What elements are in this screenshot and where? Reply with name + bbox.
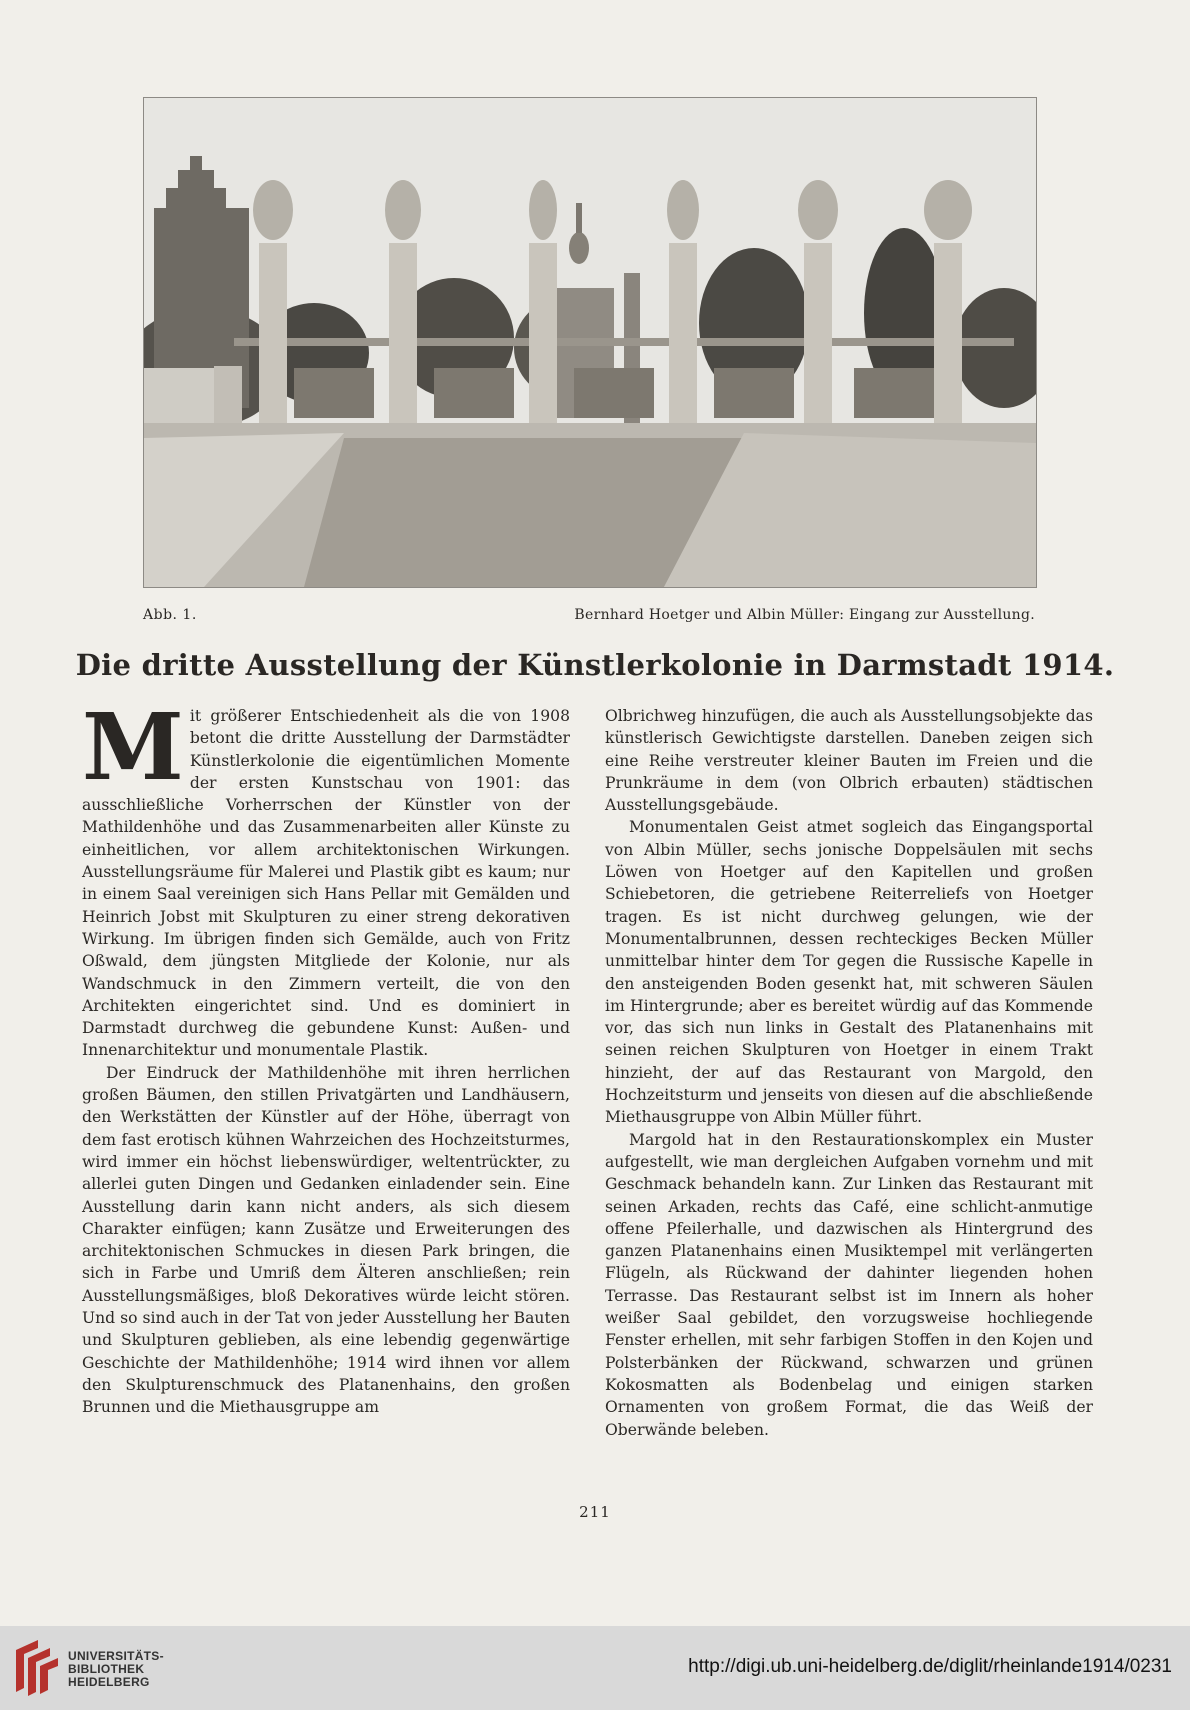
paragraph: Margold hat in den Restaurationskomplex ein Muster aufgestellt, wie man dergleichen Aufgaben vornehm und mit Geschmack behandeln kann. Zur Linken das Restaurant mit seinen Arkaden, rechts das Café, eine schlicht-anmutige offene Pfeilerhalle, und dazwischen als Hintergrund des ganzen Platanenhains einen Musiktempel mit verlängerten Flügeln, als Rückwand der dahinter liegenden hohen Terrasse. Das Restaurant selbst ist im Innern als hoher weißer Saal gebildet, den vorzugsweise hochliegende Fenster erhellen, mit sehr farbigen Stoffen in den Kojen und Polsterbänken der Rückwand, schwarzen und grünen Kokosmatten als Bodenbelag und einigen starken Ornamenten von großem Format, die das Weiß der Oberwände beleben. xyxy=(605,1130,1093,1439)
article-title: Die dritte Ausstellung der Künstlerkolonie in Darmstadt 1914. xyxy=(75,648,1115,682)
library-footer xyxy=(0,1626,1190,1710)
photo-illustration-icon xyxy=(144,98,1036,587)
library-name-line: UNIVERSITÄTS- xyxy=(68,1649,164,1663)
paragraph: Monumentalen Geist atmet sogleich das Eingangsportal von Albin Müller, sechs jonische Doppelsäulen mit sechs Löwen von Hoetger auf den Kapitellen und großen Schiebetoren, die getriebene Reiterreliefs von Hoetger tragen. Es ist nicht durchweg gelungen, wie der Monumentalbrunnen, dessen rechteckiges Becken Müller unmittelbar hinter dem Tor gegen die Russische Kapelle in den ansteigenden Boden gesenkt hat, mit schweren Säulen im Hintergrunde; aber es bereitet würdig auf das Kommende vor, das sich nun links in Gestalt des Platanenhains mit seinen reichen Skulpturen von Hoetger in einem Trakt hinzieht, der auf das Restaurant von Margold, den Hochzeitsturm und jenseits von diesen auf die abschließende Miethausgruppe von Albin Müller führt. xyxy=(605,818,1093,1127)
text-column-left xyxy=(82,693,570,1419)
figure-number: Abb. 1. xyxy=(143,607,197,623)
library-name xyxy=(68,1650,164,1689)
library-name-line: HEIDELBERG xyxy=(68,1675,150,1689)
paragraph: Der Eindruck der Mathildenhöhe mit ihren herrlichen großen Bäumen, den stillen Privatgärten und Landhäusern, den Werkstätten der Künstler auf der Höhe, überragt von dem fast erotisch kühnen Wahrzeichen des Hochzeitsturmes, wird immer ein höchst liebenswürdiger, weltentrückter, zu allerlei guten Dingen und Gedanken einladender sein. Eine Ausstellung darin kann nicht anders, als sich diesem Charakter einfügen; kann Zusätze und Erweiterungen des architektonischen Schmuckes in diesen Park bringen, die sich in Farbe und Umriß dem Älteren anschließen; rein Ausstellungsmäßiges, bloß Dekoratives würde leicht stören. Und so sind auch in der Tat von jeder Ausstellung her Bauten und Skulpturen geblieben, als eine lebendig gegenwärtige Geschichte der Mathildenhöhe; 1914 wird ihnen vor allem den Skulpturenschmuck des Platanenhains, den großen Brunnen und die Miethausgruppe am xyxy=(82,1063,570,1417)
page-number: 211 xyxy=(579,1503,611,1521)
paragraph xyxy=(82,693,570,1062)
library-name-line: BIBLIOTHEK xyxy=(68,1662,145,1676)
paragraph: Olbrichweg hinzufügen, die auch als Ausstellungsobjekte das künstlerisch Gewichtigste darstellen. Daneben zeigen sich eine Reihe verstreuter kleiner Bauten im Freien und die Prunkräume in dem (von Olbrich erbauten) städtischen Ausstellungsgebäude. xyxy=(605,707,1093,815)
figure-caption: Bernhard Hoetger und Albin Müller: Eingang zur Ausstellung. xyxy=(574,607,1035,623)
drop-cap: M xyxy=(82,693,184,801)
text-column-right xyxy=(605,705,1093,1441)
digital-library-link[interactable]: http://digi.ub.uni-heidelberg.de/diglit/rheinlande1914/0231 xyxy=(688,1656,1172,1677)
exhibition-entrance-photo xyxy=(143,97,1037,588)
paragraph-text: it größerer Entschiedenheit als die von 1908 betont die dritte Ausstellung der Darmstädter Künstlerkolonie die eigentümlichen Momente der ersten Kunstschau von 1901: das ausschließliche Vorherrschen der Künstler von der Mathildenhöhe und das Zusammenarbeiten aller Künste zu einheitlichen, vor allem architektonischen Wirkungen. Ausstellungsräume für Malerei und Plastik gibt es kaum; nur in einem Saal vereinigen sich Hans Pellar mit Gemälden und Heinrich Jobst mit Skulpturen zu einer streng dekorativen Wirkung. Im übrigen finden sich Gemälde, auch von Fritz Oßwald, dem jüngsten Mitgliede der Kolonie, nur als Wandschmuck in den Zimmern verteilt, die von den Architekten eingerichtet sind. Und es dominiert in Darmstadt durchweg die gebundene Kunst: Außen- und Innenarchitektur und monumentale Plastik. xyxy=(82,707,570,1060)
university-library-logo-icon xyxy=(12,1638,62,1696)
